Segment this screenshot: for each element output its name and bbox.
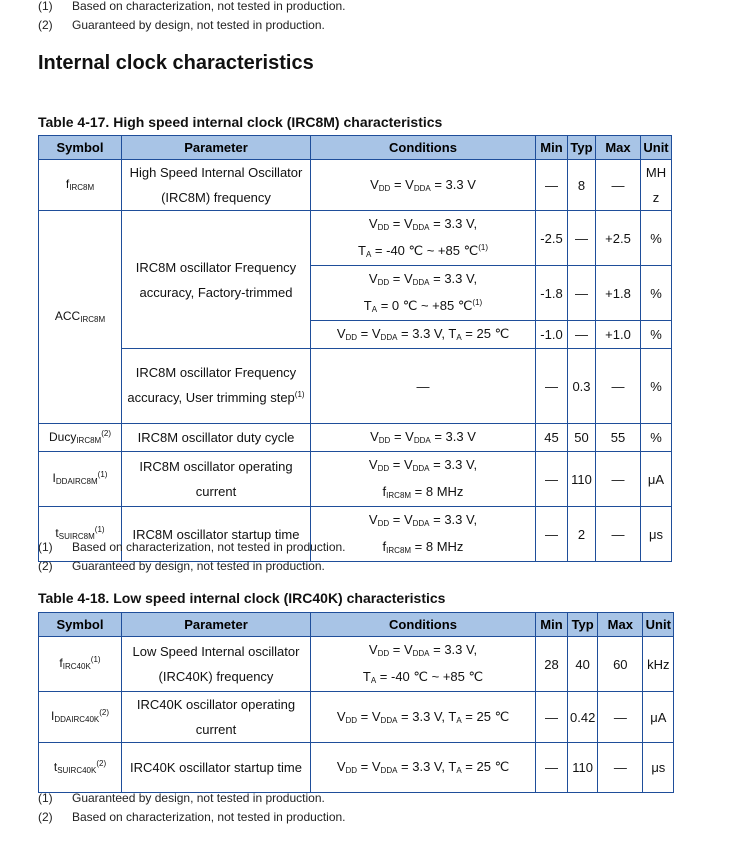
conditions-cell: $V_{DD} = V_{DDA} = 3.3$ V xyxy=(311,160,536,211)
note-text: Guaranteed by design, not tested in production. xyxy=(72,559,325,573)
irc8m-table xyxy=(38,135,672,562)
note xyxy=(38,0,346,16)
min-cell: — xyxy=(536,160,568,211)
table-caption: Table 4-17. High speed internal clock (IRC8M) characteristics xyxy=(38,114,443,130)
conditions-cell: $V_{DD} = V_{DDA} = 3.3$ V xyxy=(311,424,536,452)
section-title: Internal clock characteristics xyxy=(38,52,314,74)
unit-cell: kHz xyxy=(643,637,674,692)
symbol-cell: $f_{IRC40K}^{(1)}$ xyxy=(39,637,122,692)
unit-cell: % xyxy=(641,211,672,266)
irc40k-table xyxy=(38,612,674,793)
parameter-cell: IRC8M oscillator duty cycle xyxy=(122,424,311,452)
typ-cell: 2 xyxy=(568,507,596,562)
max-cell: — xyxy=(598,743,643,793)
conditions-cell: $V_{DD} = V_{DDA} = 3.3$ V, $f_{IRC8M} = 8$ MHz xyxy=(311,507,536,562)
symbol-cell: $I_{DDAIRC40K}^{(2)}$ xyxy=(39,692,122,743)
typ-cell: 110 xyxy=(568,452,596,507)
note-number: (1) xyxy=(38,540,53,554)
table-row xyxy=(39,452,672,507)
table-row xyxy=(39,160,672,211)
col-conditions: Conditions xyxy=(311,613,536,637)
max-cell: — xyxy=(596,160,641,211)
col-typ: Typ xyxy=(568,136,596,160)
unit-cell: % xyxy=(641,321,672,349)
min-cell: -1.0 xyxy=(536,321,568,349)
symbol-cell: $f_{IRC8M}$ xyxy=(39,160,122,211)
max-cell: — xyxy=(596,349,641,424)
conditions-cell: $V_{DD} = V_{DDA} = 3.3$ V, $T_A = 25$ ℃ xyxy=(311,321,536,349)
col-min: Min xyxy=(536,613,568,637)
symbol-cell: $ACC_{IRC8M}$ xyxy=(39,211,122,424)
parameter-cell: High Speed Internal Oscillator (IRC8M) frequency xyxy=(122,160,311,211)
symbol-cell: Ducy$_{IRC8M}^{(2)}$ xyxy=(39,424,122,452)
min-cell: 45 xyxy=(536,424,568,452)
symbol-cell: $t_{SUIRC40K}^{(2)}$ xyxy=(39,743,122,793)
conditions-cell: — xyxy=(311,349,536,424)
table1-notes xyxy=(38,538,346,576)
col-unit: Unit xyxy=(641,136,672,160)
unit-cell: MHz xyxy=(641,160,672,211)
unit-cell: μs xyxy=(641,507,672,562)
table2-notes xyxy=(38,789,346,827)
table-row xyxy=(39,637,674,692)
typ-cell: 0.42 xyxy=(568,692,598,743)
parameter-cell: IRC8M oscillator operating current xyxy=(122,452,311,507)
unit-cell: % xyxy=(641,424,672,452)
unit-cell: μA xyxy=(643,692,674,743)
symbol-cell: $t_{SUIRC8M}^{(1)}$ xyxy=(39,507,122,562)
conditions-cell: $V_{DD} = V_{DDA} = 3.3$ V, $T_A = -40$ ℃ ~ +85 ℃ xyxy=(311,637,536,692)
conditions-cell: $V_{DD} = V_{DDA} = 3.3$ V, $T_A = 25$ ℃ xyxy=(311,743,536,793)
min-cell: — xyxy=(536,452,568,507)
parameter-cell: IRC8M oscillator Frequency accuracy, Factory-trimmed xyxy=(122,211,311,349)
top-notes xyxy=(38,0,346,35)
min-cell: -1.8 xyxy=(536,266,568,321)
unit-cell: μA xyxy=(641,452,672,507)
table-row xyxy=(39,349,672,424)
table-row xyxy=(39,211,672,266)
parameter-cell: IRC8M oscillator startup time xyxy=(122,507,311,562)
note-number: (1) xyxy=(38,791,53,805)
typ-cell: 40 xyxy=(568,637,598,692)
unit-cell: % xyxy=(641,266,672,321)
note-text: Based on characterization, not tested in production. xyxy=(72,540,346,554)
parameter-cell: IRC40K oscillator operating current xyxy=(122,692,311,743)
col-symbol: Symbol xyxy=(39,613,122,637)
min-cell: 28 xyxy=(536,637,568,692)
unit-cell: % xyxy=(641,349,672,424)
note xyxy=(38,557,346,576)
min-cell: — xyxy=(536,349,568,424)
typ-cell: — xyxy=(568,211,596,266)
note xyxy=(38,808,346,827)
typ-cell: 0.3 xyxy=(568,349,596,424)
note-text: Based on characterization, not tested in production. xyxy=(72,0,346,13)
note-text: Guaranteed by design, not tested in production. xyxy=(72,18,325,32)
min-cell: -2.5 xyxy=(536,211,568,266)
col-max: Max xyxy=(596,136,641,160)
typ-cell: 50 xyxy=(568,424,596,452)
table-header xyxy=(39,613,674,637)
max-cell: +2.5 xyxy=(596,211,641,266)
note xyxy=(38,789,346,808)
max-cell: — xyxy=(598,692,643,743)
min-cell: — xyxy=(536,692,568,743)
parameter-cell: IRC8M oscillator Frequency accuracy, User trimming step$^{(1)}$ xyxy=(122,349,311,424)
note-text: Guaranteed by design, not tested in production. xyxy=(72,791,325,805)
note-number: (1) xyxy=(38,0,53,13)
col-parameter: Parameter xyxy=(122,136,311,160)
note-text: Based on characterization, not tested in production. xyxy=(72,810,346,824)
conditions-cell: $V_{DD} = V_{DDA} = 3.3$ V, $f_{IRC8M} = 8$ MHz xyxy=(311,452,536,507)
note xyxy=(38,16,346,35)
table-row xyxy=(39,743,674,793)
min-cell: — xyxy=(536,743,568,793)
col-min: Min xyxy=(536,136,568,160)
table-row xyxy=(39,692,674,743)
max-cell: — xyxy=(596,452,641,507)
col-symbol: Symbol xyxy=(39,136,122,160)
col-conditions: Conditions xyxy=(311,136,536,160)
table-header xyxy=(39,136,672,160)
note-number: (2) xyxy=(38,810,53,824)
max-cell: — xyxy=(596,507,641,562)
parameter-cell: IRC40K oscillator startup time xyxy=(122,743,311,793)
parameter-cell: Low Speed Internal oscillator (IRC40K) frequency xyxy=(122,637,311,692)
table-caption: Table 4-18. Low speed internal clock (IRC40K) characteristics xyxy=(38,590,446,606)
conditions-cell: $V_{DD} = V_{DDA} = 3.3$ V, $T_A = 25$ ℃ xyxy=(311,692,536,743)
max-cell: 55 xyxy=(596,424,641,452)
note xyxy=(38,538,346,557)
note-number: (2) xyxy=(38,559,53,573)
max-cell: +1.8 xyxy=(596,266,641,321)
unit-cell: μs xyxy=(643,743,674,793)
col-parameter: Parameter xyxy=(122,613,311,637)
min-cell: — xyxy=(536,507,568,562)
max-cell: +1.0 xyxy=(596,321,641,349)
symbol-cell: $I_{DDAIRC8M}^{(1)}$ xyxy=(39,452,122,507)
col-typ: Typ xyxy=(568,613,598,637)
note-number: (2) xyxy=(38,18,53,32)
typ-cell: — xyxy=(568,266,596,321)
conditions-cell: $V_{DD} = V_{DDA} = 3.3$ V, $T_A = -40$ ℃ ~ +85 ℃$^{(1)}$ xyxy=(311,211,536,266)
table-row xyxy=(39,424,672,452)
typ-cell: — xyxy=(568,321,596,349)
typ-cell: 110 xyxy=(568,743,598,793)
conditions-cell: $V_{DD} = V_{DDA} = 3.3$ V, $T_A = 0$ ℃ ~ +85 ℃$^{(1)}$ xyxy=(311,266,536,321)
typ-cell: 8 xyxy=(568,160,596,211)
col-unit: Unit xyxy=(643,613,674,637)
max-cell: 60 xyxy=(598,637,643,692)
col-max: Max xyxy=(598,613,643,637)
